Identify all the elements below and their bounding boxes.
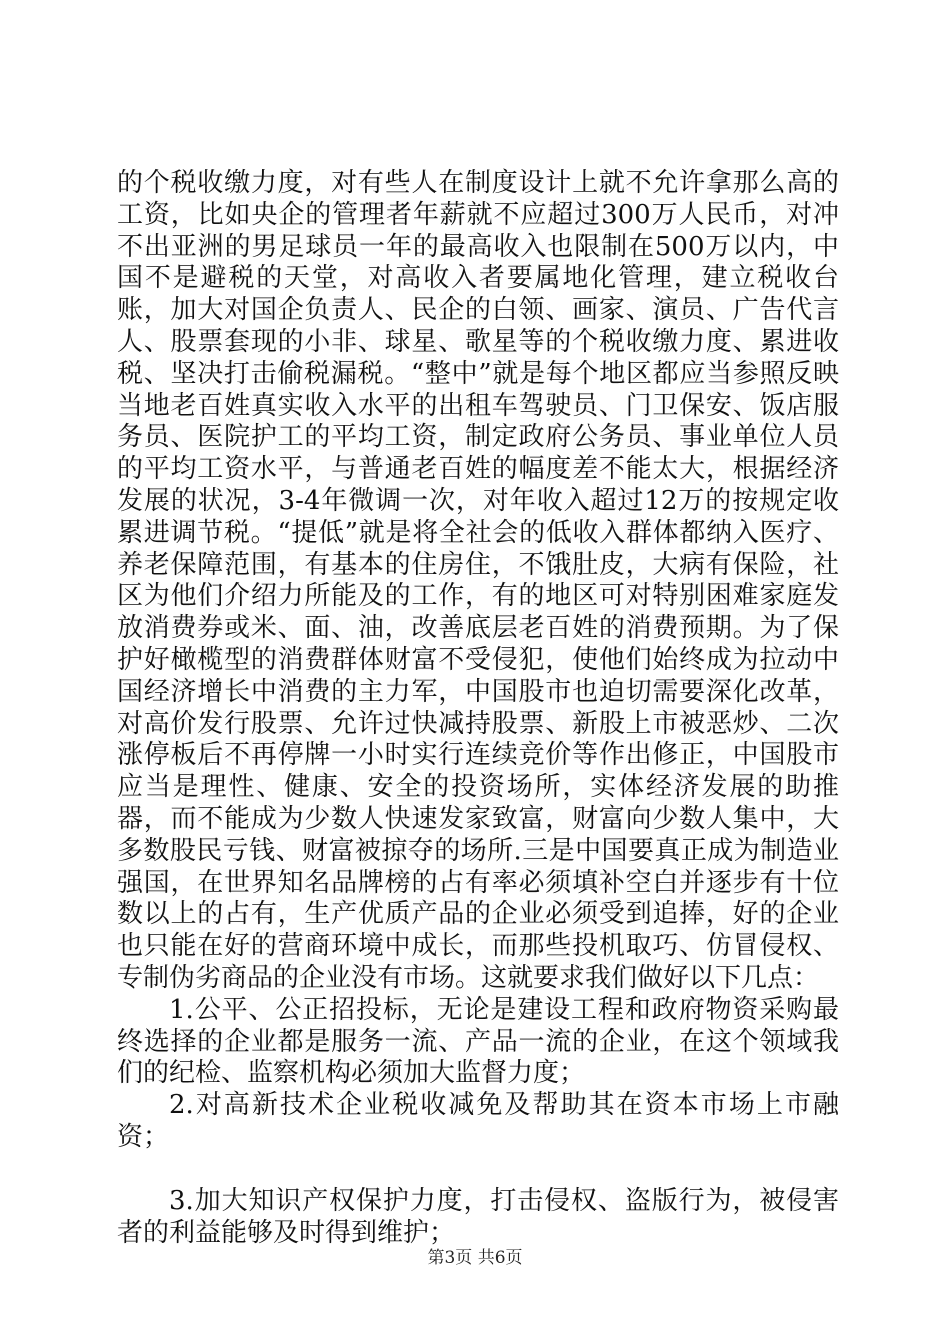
document-body — [117, 168, 839, 1249]
page-number-label: 第3页 共6页 — [427, 1248, 523, 1268]
list-item-3: 3.加大知识产权保护力度，打击侵权、盗版行为，被侵害者的利益能够及时得到维护； — [117, 1185, 839, 1248]
body-paragraph: 的个税收缴力度，对有些人在制度设计上就不允许拿那么高的工资，比如央企的管理者年薪就不应超过300万人民币，对冲不出亚洲的男足球员一年的最高收入也限制在500万以内，中国不是避税的天堂，对高收入者要属地化管理，建立税收台账，加大对国企负责人、民企的白领、画家、演员、广告代言人、股票套现的小非、球星、歌星等的个税收缴力度、累进收税、坚决打击偷税漏税。“整中”就是每个地区都应当参照反映当地老百姓真实收入水平的出租车驾驶员、门卫保安、饭店服务员、医院护工的平均工资，制定政府公务员、事业单位人员的平均工资水平，与普通老百姓的幅度差不能太大，根据经济发展的状况，3-4年微调一次，对年收入超过12万的按规定收累进调节税。“提低”就是将全社会的低收入群体都纳入医疗、养老保障范围，有基本的住房住，不饿肚皮，大病有保险，社区为他们介绍力所能及的工作，有的地区可对特别困难家庭发放消费券或米、面、油，改善底层老百姓的消费预期。为了保护好橄榄型的消费群体财富不受侵犯，使他们始终成为拉动中国经济增长中消费的主力军，中国股市也迫切需要深化改革，对高价发行股票、允许过快减持股票、新股上市被恶炒、二次涨停板后不再停牌一小时实行连续竞价等作出修正，中国股市应当是理性、健康、安全的投资场所，实体经济发展的助推器，而不能成为少数人快速发家致富，财富向少数人集中，大多数股民亏钱、财富被掠夺的场所.三是中国要真正成为制造业强国，在世界知名品牌榜的占有率必须填补空白并逐步有十位数以上的占有，生产优质产品的企业必须受到追捧，好的企业也只能在好的营商环境中成长，而那些投机取巧、仿冒侵权、专制伪劣商品的企业没有市场。这就要求我们做好以下几点： — [117, 168, 839, 993]
list-item-1: 1.公平、公正招投标，无论是建设工程和政府物资采购最终选择的企业都是服务一流、产品一流的企业，在这个领域我们的纪检、监察机构必须加大监督力度； — [117, 994, 839, 1089]
list-item-2: 2.对高新技术企业税收减免及帮助其在资本市场上市融资； — [117, 1090, 839, 1152]
page-footer — [0, 1243, 950, 1268]
